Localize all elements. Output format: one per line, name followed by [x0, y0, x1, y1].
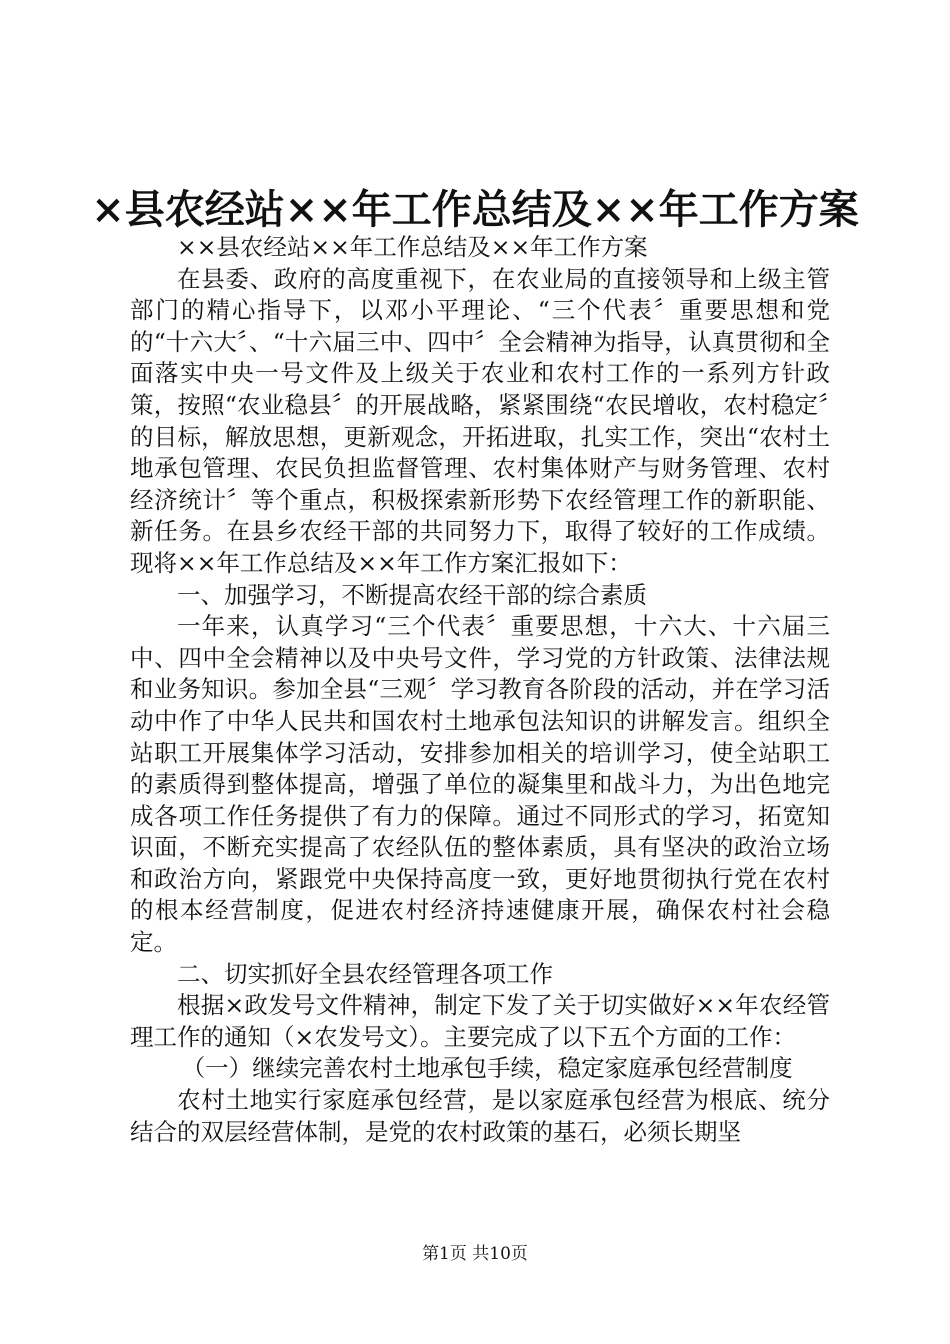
- document-title: ×县农经站××年工作总结及××年工作方案: [91, 186, 859, 233]
- section-2-paragraph: 根据×政发号文件精神，制定下发了关于切实做好××年农经管理工作的通知（×农发号文）。主要完成了以下五个方面的工作：: [130, 991, 830, 1051]
- section-1-paragraph: 一年来，认真学习“三个代表〞重要思想，十六大、十六届三中、四中全会精神以及中央号文件，学习党的方针政策、法律法规和业务知识。参加全县“三观〞学习教育各阶段的活动，并在学习活动中作了中华人民共和国农村土地承包法知识的讲解发言。组织全站职工开展集体学习活动，安排参加相关的培训学习，使全站职工的素质得到整体提高，增强了单位的凝集里和战斗力，为出色地完成各项工作任务提供了有力的保障。通过不同形式的学习，拓宽知识面，不断充实提高了农经队伍的整体素质，具有坚决的政治立场和政治方向，紧跟党中央保持高度一致，更好地贯彻执行党在农村的根本经营制度，促进农村经济持速健康开展，确保农村社会稳定。: [130, 612, 830, 957]
- subtitle-paragraph: ××县农经站××年工作总结及××年工作方案: [177, 233, 648, 261]
- page-number: 第1页 共10页: [422, 1244, 528, 1264]
- section-heading-2: 二、切实抓好全县农经管理各项工作: [177, 959, 553, 988]
- intro-paragraph: 在县委、政府的高度重视下，在农业局的直接领导和上级主管部门的精心指导下，以邓小平理论、“三个代表〞重要思想和党的“十六大〞、“十六届三中、四中〞全会精神为指导，认真贯彻和全面落实中央一号文件及上级关于农业和农村工作的一系列方针政策，按照“农业稳县〞的开展战略，紧紧围绕“农民增收，农村稳定〞的目标，解放思想，更新观念，开拓进取，扎实工作，突出“农村土地承包管理、农民负担监督管理、农村集体财产与财务管理、农村经济统计〞等个重点，积极探索新形势下农经管理工作的新职能、新任务。在县乡农经干部的共同努力下，取得了较好的工作成绩。现将××年工作总结及××年工作方案汇报如下：: [130, 264, 830, 577]
- subsection-1-paragraph: 农村土地实行家庭承包经营，是以家庭承包经营为根底、统分结合的双层经营体制，是党的农村政策的基石，必须长期坚: [130, 1086, 830, 1146]
- document-body: [130, 232, 830, 1148]
- section-heading-1: 一、加强学习，不断提高农经干部的综合素质: [177, 580, 647, 609]
- subsection-heading-1: （一）继续完善农村土地承包手续，稳定家庭承包经营制度: [181, 1054, 793, 1083]
